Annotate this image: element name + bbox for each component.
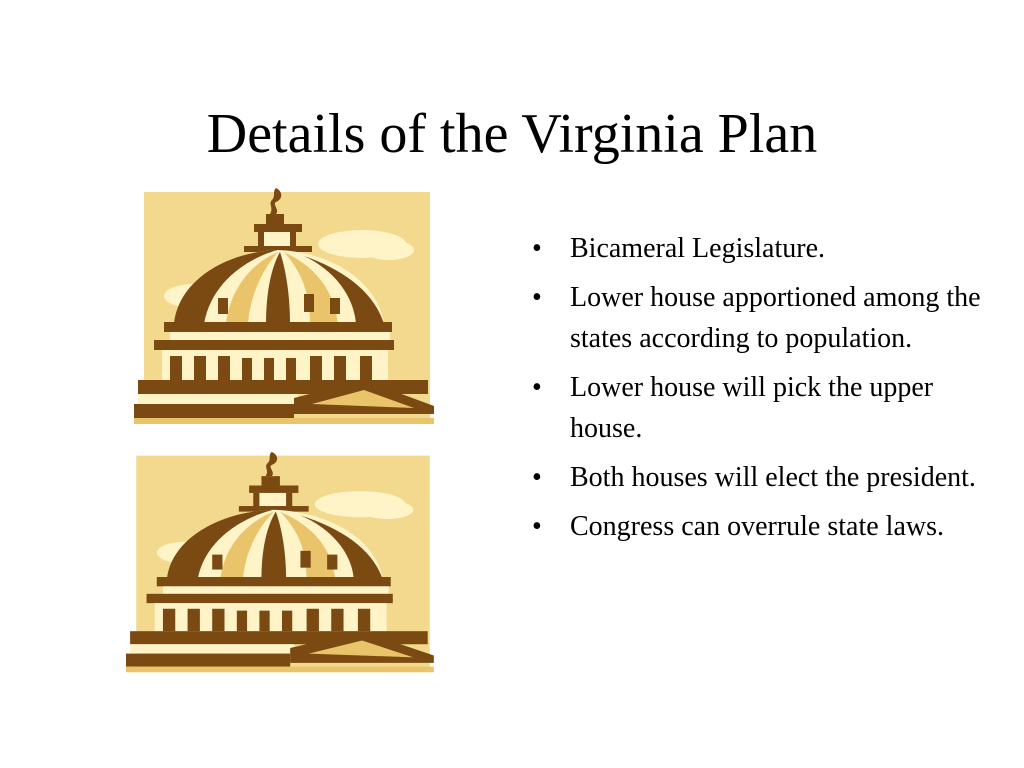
bullet-marker: • bbox=[532, 511, 542, 542]
bullet-text: Bicameral Legislature. bbox=[570, 233, 825, 264]
bullet-text: Congress can overrule state laws. bbox=[570, 511, 944, 542]
bullet-list bbox=[530, 228, 1000, 555]
bullet-item bbox=[530, 277, 1000, 359]
slide-title: Details of the Virginia Plan bbox=[206, 103, 818, 165]
bullet-text: Both houses will elect the president. bbox=[570, 462, 976, 493]
capitol-dome-icon bbox=[134, 186, 440, 428]
bullet-item bbox=[530, 228, 1000, 269]
bullet-marker: • bbox=[532, 462, 542, 493]
bullet-item bbox=[530, 367, 1000, 449]
bullet-marker: • bbox=[532, 282, 542, 313]
bullet-item bbox=[530, 457, 1000, 498]
bullet-text: Lower house apportioned among the states according to population. bbox=[570, 282, 981, 354]
capitol-dome-icon bbox=[126, 450, 440, 676]
bullet-text: Lower house will pick the upper house. bbox=[570, 372, 934, 444]
bullet-marker: • bbox=[532, 372, 542, 403]
bullet-item bbox=[530, 506, 1000, 547]
bullet-marker: • bbox=[532, 233, 542, 264]
